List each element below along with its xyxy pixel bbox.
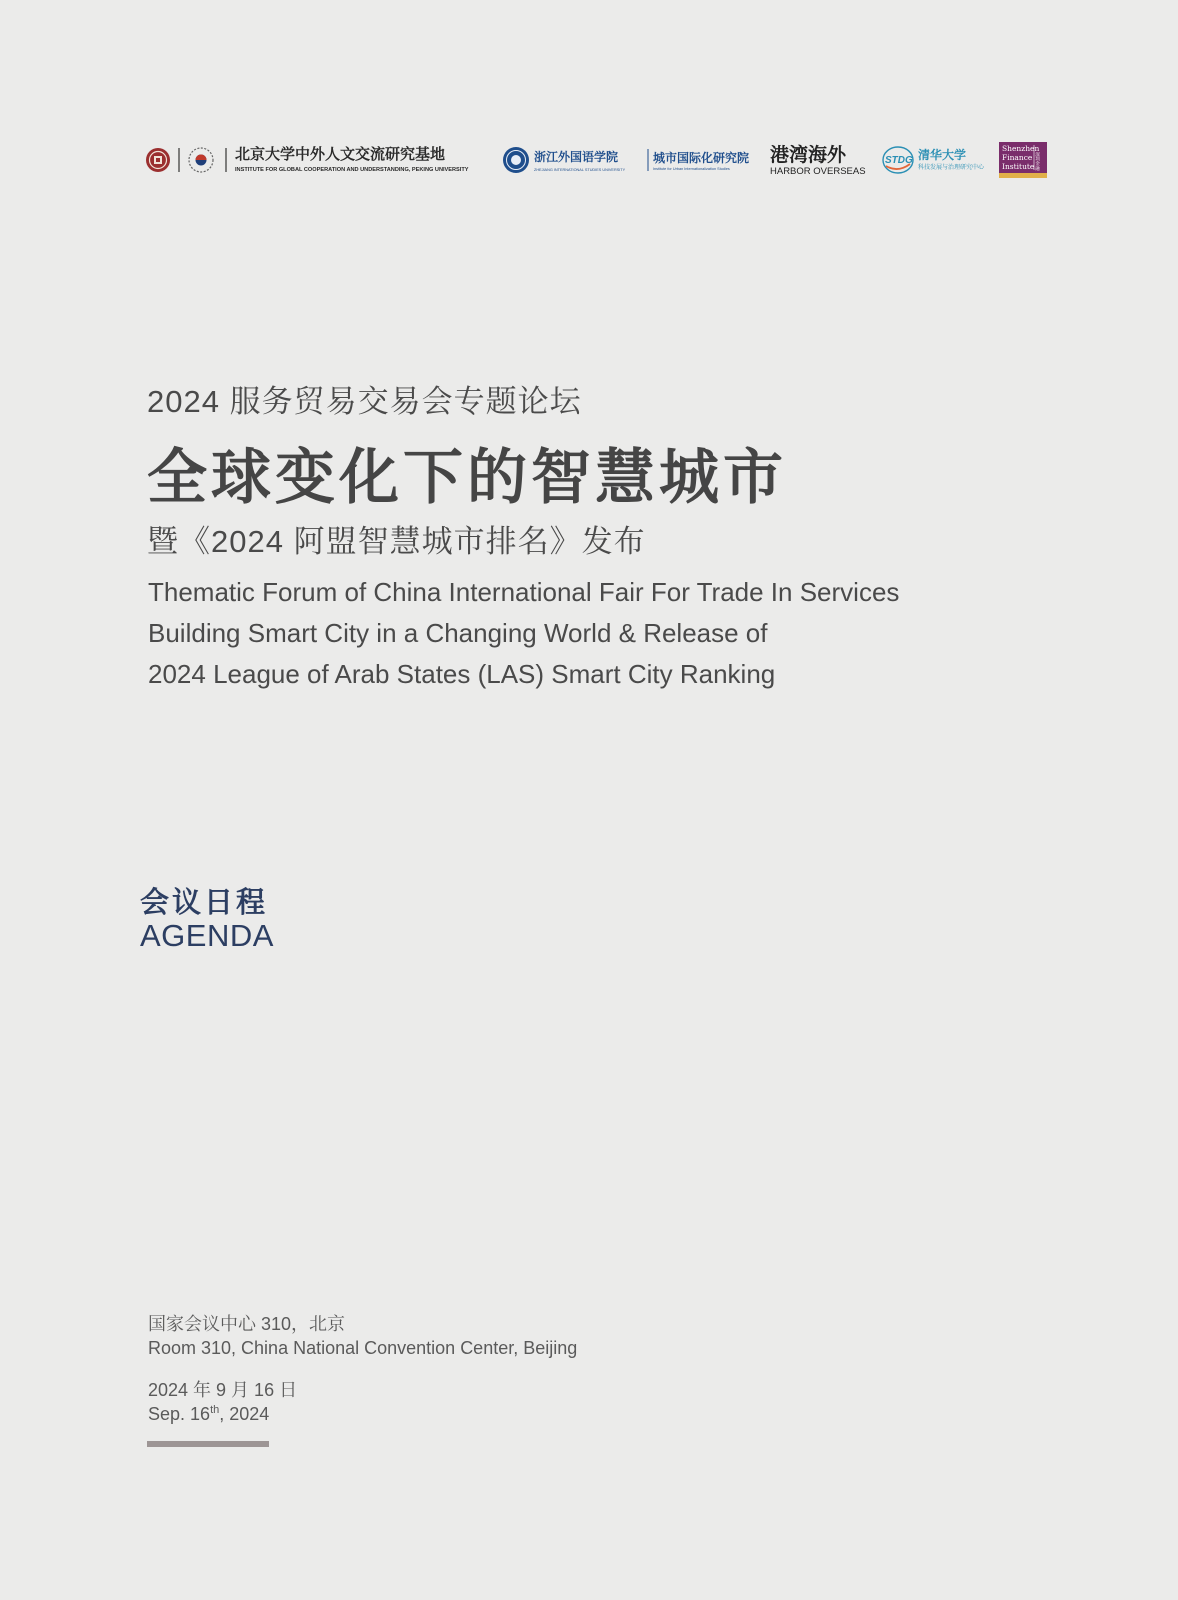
- date-cn: 2024 年 9 月 16 日: [148, 1380, 298, 1400]
- date-en-suffix: , 2024: [219, 1404, 270, 1424]
- stdg-sub-cn: 科技发展与治理研究中心: [918, 164, 985, 171]
- igcu-emblem-icon: [189, 148, 213, 172]
- forum-series-title: 2024 服务贸易交易会专题论坛: [147, 384, 582, 419]
- english-title-line-2: Building Smart City in a Changing World & Release of: [148, 618, 768, 648]
- agenda-heading-en: AGENDA: [140, 918, 274, 953]
- english-title-line-1: Thematic Forum of China International Fair For Trade In Services: [148, 577, 900, 607]
- harbor-name-cn: 港湾海外: [770, 144, 847, 166]
- tsinghua-name-cn: 清华大学: [918, 148, 967, 162]
- pku-name-cn: 北京大学中外人文交流研究基地: [235, 145, 446, 163]
- pku-institute-logo: [146, 142, 486, 178]
- venue-en: Room 310, China National Convention Center, Beijing: [148, 1338, 578, 1358]
- stdg-mark: STDG: [885, 155, 913, 166]
- shenzhen-finance-institute-logo: [999, 142, 1047, 178]
- pku-emblem-icon: [146, 148, 170, 172]
- harbor-overseas-logo: [770, 142, 868, 178]
- sfi-name-en-3: Institute: [1002, 162, 1035, 171]
- date-en-prefix: Sep. 16: [148, 1404, 211, 1424]
- zisu-name-cn: 浙江外国语学院: [534, 150, 619, 164]
- stdg-tsinghua-logo: [882, 142, 986, 178]
- zisu-emblem-icon: [503, 147, 529, 173]
- release-subtitle: 暨《2024 阿盟智慧城市排名》发布: [147, 524, 646, 559]
- date-en: [148, 1404, 269, 1425]
- sfi-name-en-1: Shenzhen: [1002, 144, 1040, 153]
- footer-divider: [147, 1441, 269, 1447]
- zisu-institute-en: Institute for Urban Internationalization Studies: [653, 167, 730, 171]
- zisu-institute-cn: 城市国际化研究院: [653, 151, 750, 165]
- zisu-logo: [502, 142, 752, 178]
- stdg-emblem-icon: [883, 147, 913, 173]
- english-title-block: [148, 572, 1048, 695]
- main-title: 全球变化下的智慧城市: [147, 444, 787, 511]
- sfi-name-en-2: Finance: [1002, 153, 1033, 162]
- agenda-heading-cn: 会议日程: [140, 887, 269, 919]
- harbor-name-en: HARBOR OVERSEAS: [770, 166, 866, 177]
- english-title-line-3: 2024 League of Arab States (LAS) Smart City Ranking: [148, 659, 776, 689]
- partner-logo-bar: [146, 142, 1046, 178]
- sfi-name-cn: 深圳金融: [1034, 152, 1040, 171]
- zisu-name-en: ZHEJIANG INTERNATIONAL STUDIES UNIVERSITY: [534, 168, 626, 172]
- date-en-ordinal: th: [210, 1404, 220, 1416]
- venue-cn: 国家会议中心 310，北京: [148, 1314, 346, 1334]
- pku-name-en: INSTITUTE FOR GLOBAL COOPERATION AND UNDERSTANDING, PEKING UNIVERSITY: [235, 167, 469, 173]
